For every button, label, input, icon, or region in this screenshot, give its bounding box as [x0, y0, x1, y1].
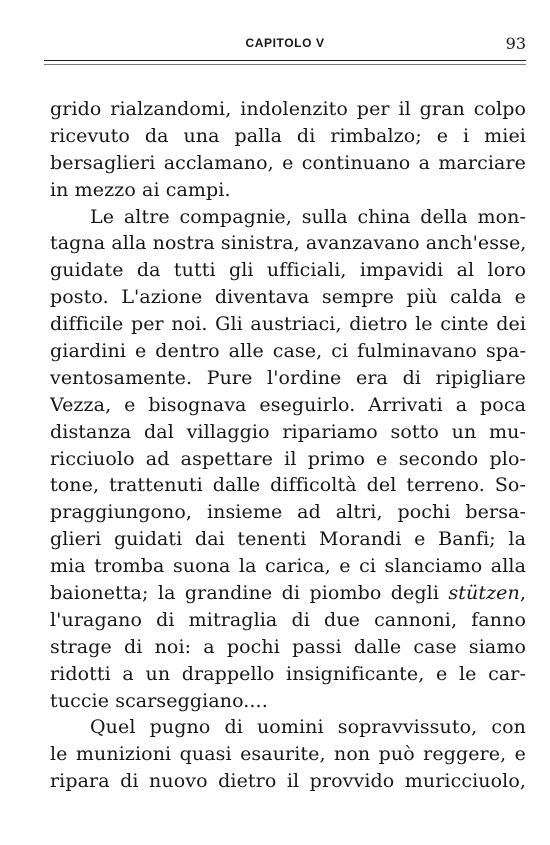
body-text	[50, 96, 526, 795]
text-line: giardini e dentro alle case, ci fulminavano spa-	[50, 340, 526, 363]
text-line: Quel pugno di uomini sopravvissuto, con	[90, 716, 526, 739]
chapter-heading: CAPITOLO V	[245, 36, 325, 50]
text-line: ventosamente. Pure l'ordine era di ripigliare	[50, 366, 526, 389]
text-line: Le altre compagnie, sulla china della mon-	[90, 205, 526, 228]
header-rule	[44, 60, 526, 61]
text-line: ricevuto da una palla di rimbalzo; e i miei	[50, 124, 526, 147]
text-line: bersaglieri acclamano, e continuano a marciare	[50, 151, 526, 174]
text-line: ripara di nuovo dietro il provvido muricciuolo,	[50, 770, 526, 793]
text-line: ridotti a un drappello insignificante, e le car-	[50, 662, 526, 685]
italic-word: stützen	[448, 582, 520, 605]
text-line: Vezza, e bisognava eseguirlo. Arrivati a poca	[50, 393, 526, 416]
header-rule-secondary	[44, 64, 526, 65]
text-line: baionetta; la grandine di piombo degli stützen,	[50, 582, 526, 605]
text-line: mia tromba suona la carica, e ci slanciamo alla	[50, 555, 526, 578]
text-line: le munizioni quasi esaurite, non può reggere, e	[50, 743, 526, 766]
text-line: tuccie scarseggiano....	[50, 689, 268, 712]
running-head	[44, 36, 526, 56]
text-line: praggiungono, insieme ad altri, pochi bersa-	[50, 501, 526, 524]
text-line: in mezzo ai campi.	[50, 178, 231, 201]
text-line: glieri guidati dai tenenti Morandi e Banfi; la	[50, 528, 526, 551]
text-line: tagna alla nostra sinistra, avanzavano anch'esse,	[50, 232, 527, 255]
page-number: 93	[505, 34, 526, 53]
text-line: l'uragano di mitraglia di due cannoni, fanno	[50, 608, 526, 631]
text-line: posto. L'azione diventava sempre più calda e	[50, 286, 526, 309]
text-line: ricciuolo ad aspettare il primo e secondo plo-	[50, 447, 526, 470]
text-line: guidate da tutti gli ufficiali, impavidi al loro	[50, 259, 526, 282]
text-line: tone, trattenuti dalle difficoltà del terreno. So-	[50, 474, 526, 497]
text-line: strage di noi: a pochi passi dalle case siamo	[50, 635, 526, 658]
text-line: distanza dal villaggio ripariamo sotto un mu-	[50, 420, 526, 443]
text-line: difficile per noi. Gli austriaci, dietro le cinte dei	[50, 313, 526, 336]
text-line: grido rialzandomi, indolenzito per il gran colpo	[50, 98, 526, 120]
